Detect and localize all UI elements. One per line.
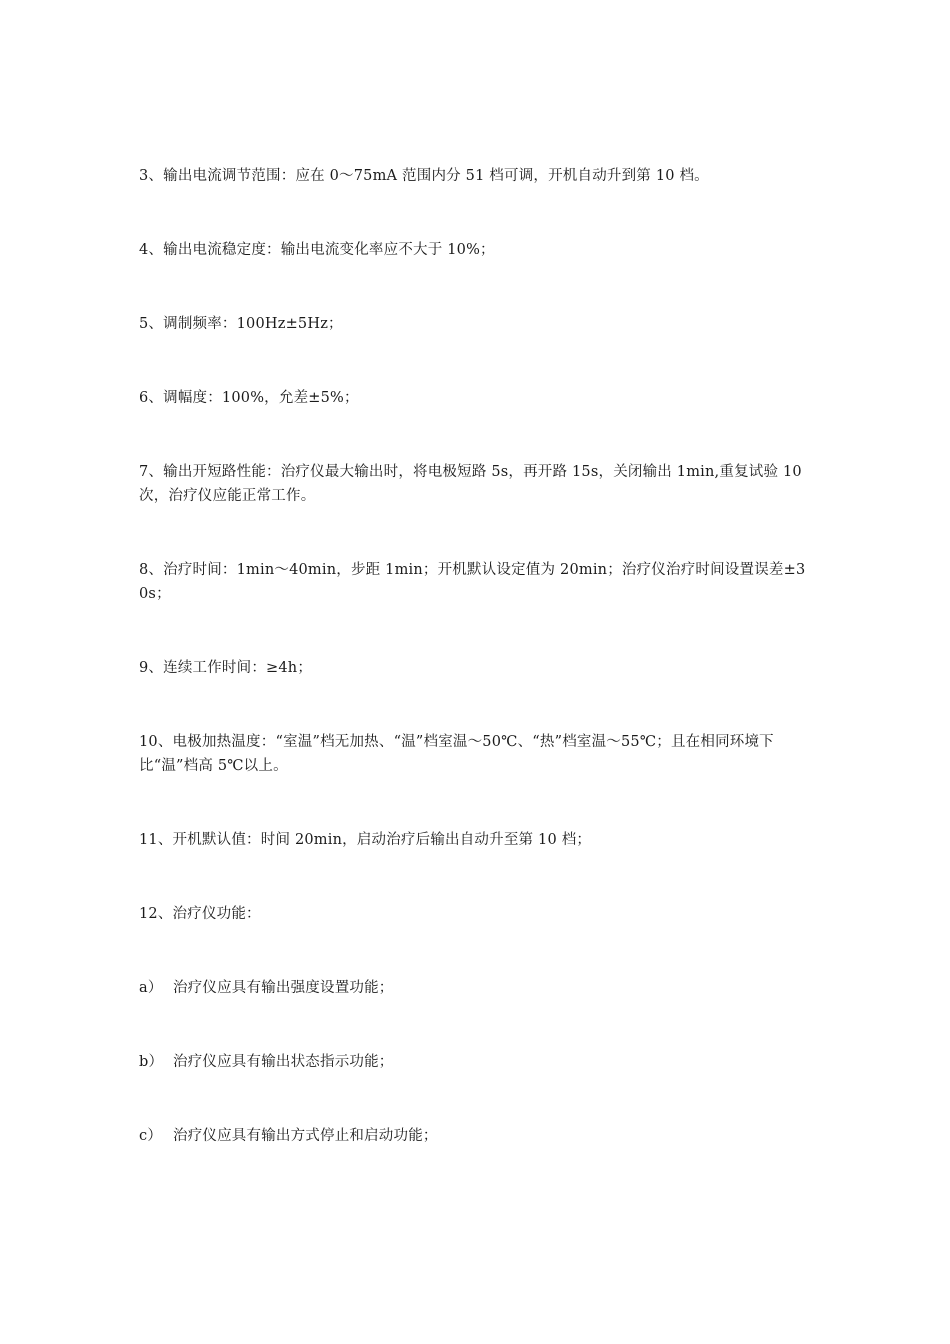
paragraph-item-3: 3、输出电流调节范围：应在 0～75mA 范围内分 51 档可调，开机自动升到第 10 档。 xyxy=(139,168,709,184)
paragraph-item-4: 4、输出电流稳定度：输出电流变化率应不大于 10%； xyxy=(139,242,495,258)
sub-item-a xyxy=(139,976,814,1000)
paragraph-item-12: 12、治疗仪功能： xyxy=(139,906,261,922)
sub-item-text: 治疗仪应具有输出状态指示功能； xyxy=(173,1054,394,1070)
document-body xyxy=(139,164,814,1148)
paragraph-item-11: 11、开机默认值：时间 20min，启动治疗后输出自动升至第 10 档； xyxy=(139,832,592,848)
paragraph-item-5: 5、调制频率：100Hz±5Hz； xyxy=(139,316,343,332)
sub-item-b xyxy=(139,1050,814,1074)
sub-item-marker: a） xyxy=(139,980,163,996)
paragraph-item-8: 8、治疗时间：1min～40min，步距 1min；开机默认设定值为 20min；治疗仪治疗时间设置误差±30s； xyxy=(139,562,806,602)
sub-item-text: 治疗仪应具有输出强度设置功能； xyxy=(173,980,394,996)
paragraph-item-6: 6、调幅度：100%，允差±5%； xyxy=(139,390,359,406)
sub-item-c xyxy=(139,1124,814,1148)
sub-item-marker: b） xyxy=(139,1054,164,1070)
sub-item-marker: c） xyxy=(139,1128,163,1144)
paragraph-item-9: 9、连续工作时间：≥4h； xyxy=(139,660,313,676)
paragraph-item-7: 7、输出开短路性能：治疗仪最大输出时，将电极短路 5s，再开路 15s，关闭输出 1min,重复试验 10 次，治疗仪应能正常工作。 xyxy=(139,464,802,504)
paragraph-item-10: 10、电极加热温度：“室温”档无加热、“温”档室温～50℃、“热”档室温～55℃；且在相同环境下比“温”档高 5℃以上。 xyxy=(139,734,774,774)
sub-item-text: 治疗仪应具有输出方式停止和启动功能； xyxy=(173,1128,438,1144)
